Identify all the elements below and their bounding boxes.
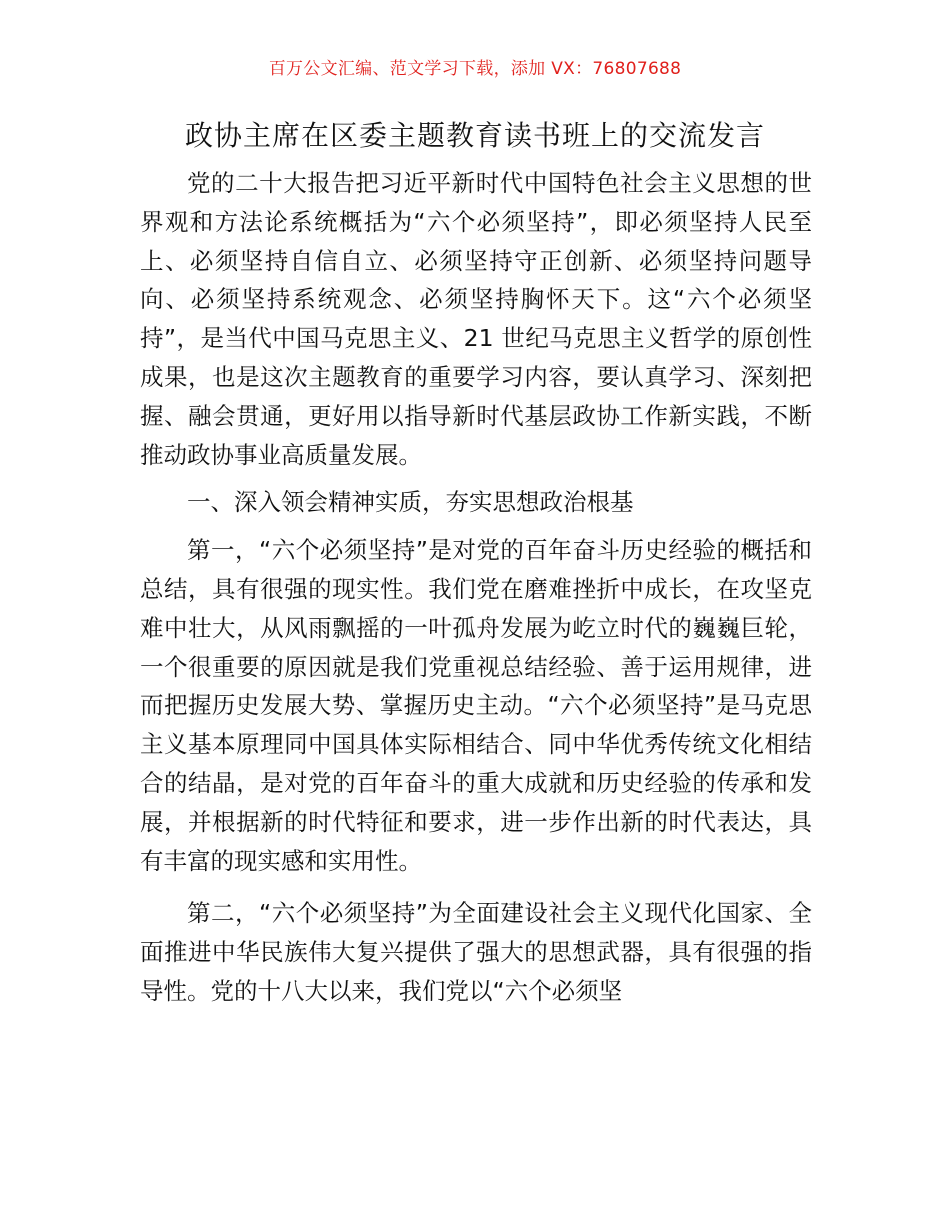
section-heading-1: 一、深入领会精神实质，夯实思想政治根基 (187, 488, 634, 517)
document-title: 政协主席在区委主题教育读书班上的交流发言 (184, 119, 765, 152)
paragraph-first-point: 第一，“六个必须坚持”是对党的百年奋斗历史经验的概括和总结，具有很强的现实性。我们党在磨难挫折中成长，在攻坚克难中壮大，从风雨飘摇的一叶孤舟发展为屹立时代的巍巍巨轮，一个很重要的原因就是我们党重视总结经验、善于运用规律，进而把握历史发展大势、掌握历史主动。“六个必须坚持”是马克思主义基本原理同中国具体实际相结合、同中华优秀传统文化相结合的结晶，是对党的百年奋斗的重大成就和历史经验的传承和发展，并根据新的时代特征和要求，进一步作出新的时代表达，具有丰富的现实感和实用性。 (140, 536, 812, 875)
paragraph-intro: 党的二十大报告把习近平新时代中国特色社会主义思想的世界观和方法论系统概括为“六个必须坚持”，即必须坚持人民至上、必须坚持自信自立、必须坚持守正创新、必须坚持问题导向、必须坚持系统观念、必须坚持胸怀天下。这“六个必须坚持”，是当代中国马克思主义、21 世纪马克思主义哲学的原创性成果，也是这次主题教育的重要学习内容，要认真学习、深刻把握、融会贯通，更好用以指导新时代基层政协工作新实践，不断推动政协事业高质量发展。 (140, 169, 812, 469)
document-body (140, 164, 812, 1011)
header-watermark-note: 百万公文汇编、范文学习下载，添加 VX：76807688 (268, 59, 682, 79)
paragraph-second-point: 第二，“六个必须坚持”为全面建设社会主义现代化国家、全面推进中华民族伟大复兴提供了强大的思想武器，具有很强的指导性。党的十八大以来，我们党以“六个必须坚 (140, 899, 812, 1005)
